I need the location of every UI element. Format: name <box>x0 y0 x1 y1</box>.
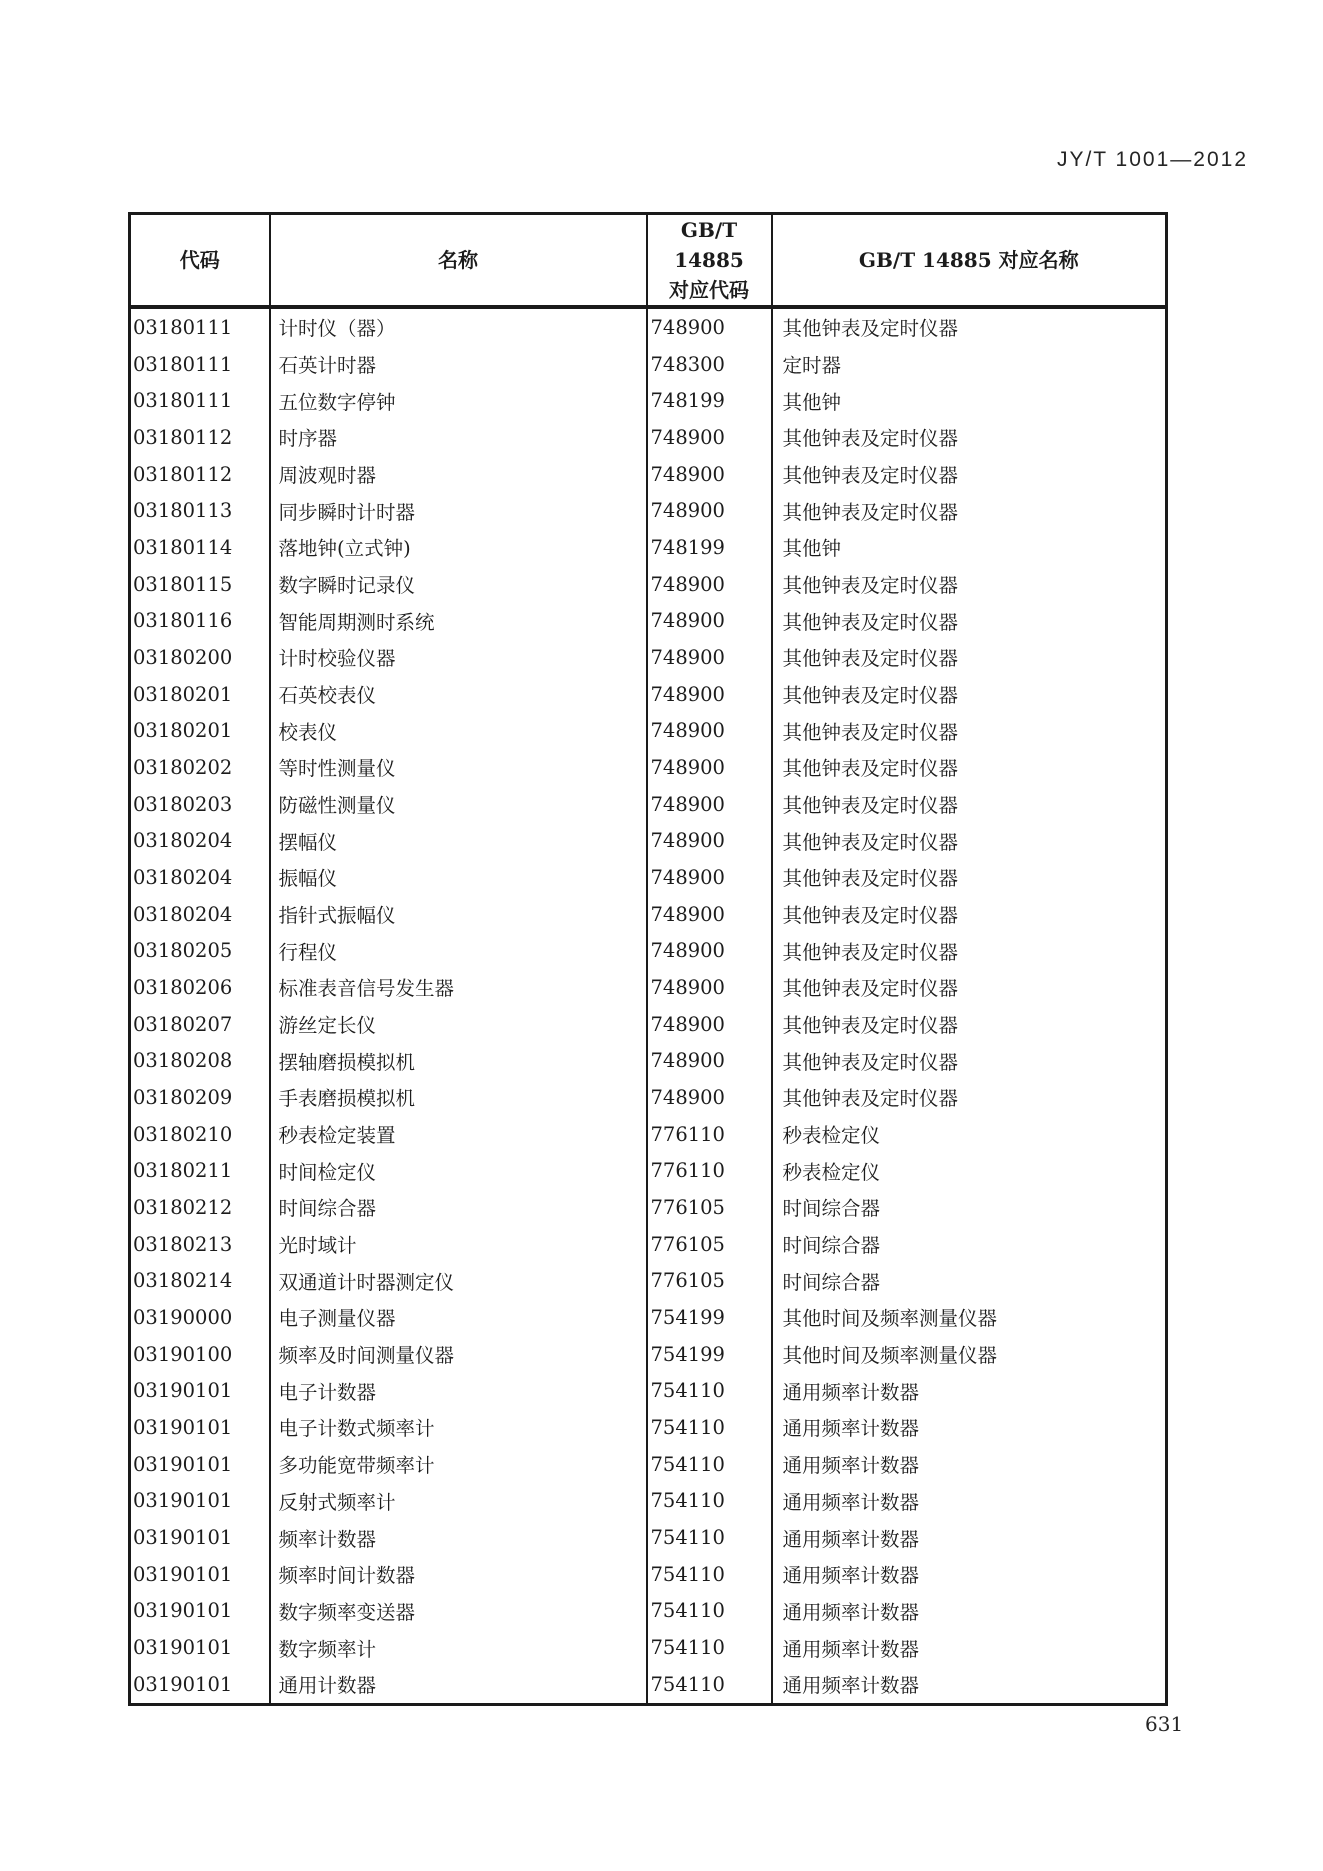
gbt-code-cell: 748900 <box>647 566 772 603</box>
code-cell: 03180212 <box>133 1195 233 1219</box>
gbt-code-cell: 748199 <box>647 382 772 419</box>
table-row <box>130 529 1167 566</box>
name-cell: 光时域计 <box>270 1226 647 1263</box>
code-cell: 03180111 <box>133 389 233 413</box>
name-cell: 等时性测量仪 <box>270 749 647 786</box>
gbt-code-cell: 748900 <box>647 859 772 896</box>
code-cell: 03180205 <box>133 939 233 963</box>
name-cell: 数字频率变送器 <box>270 1593 647 1630</box>
table-row <box>130 307 1167 346</box>
name-cell: 反射式频率计 <box>270 1483 647 1520</box>
gbt-name-cell: 其他钟表及定时仪器 <box>772 307 1167 346</box>
gbt-code-cell: 776105 <box>647 1226 772 1263</box>
code-cell: 03190101 <box>133 1526 233 1549</box>
code-cell: 03190101 <box>133 1599 233 1623</box>
gbt-code-cell: 748199 <box>647 529 772 566</box>
name-cell: 行程仪 <box>270 932 647 969</box>
gbt-name-cell: 时间综合器 <box>772 1262 1167 1299</box>
name-cell: 时间综合器 <box>270 1189 647 1226</box>
name-cell: 数字瞬时记录仪 <box>270 566 647 603</box>
code-cell: 03180116 <box>133 609 233 633</box>
gbt-code-cell: 748900 <box>647 749 772 786</box>
gbt-name-cell: 其他钟表及定时仪器 <box>772 749 1167 786</box>
gbt-name-cell: 通用频率计数器 <box>772 1593 1167 1630</box>
gbt-name-cell: 通用频率计数器 <box>772 1629 1167 1666</box>
gbt-code-cell: 748900 <box>647 1079 772 1116</box>
name-cell: 同步瞬时计时器 <box>270 492 647 529</box>
name-cell: 振幅仪 <box>270 859 647 896</box>
gbt-code-cell: 754110 <box>647 1593 772 1630</box>
header-gbt-name <box>772 214 1167 308</box>
gbt-name-cell: 其他钟表及定时仪器 <box>772 859 1167 896</box>
document-reference: JY/T 1001—2012 <box>1056 148 1248 171</box>
table-row <box>130 492 1167 529</box>
table-body <box>130 307 1167 1704</box>
gbt-name-cell: 其他钟表及定时仪器 <box>772 639 1167 676</box>
gbt-code-cell: 776110 <box>647 1152 772 1189</box>
name-cell: 计时校验仪器 <box>270 639 647 676</box>
gbt-code-cell: 748900 <box>647 1042 772 1079</box>
gbt-code-cell: 754110 <box>647 1483 772 1520</box>
name-cell: 校表仪 <box>270 712 647 749</box>
header-name-label: 名称 <box>438 248 478 272</box>
table-row <box>130 382 1167 419</box>
gbt-name-cell: 其他钟 <box>772 529 1167 566</box>
name-cell: 指针式振幅仪 <box>270 896 647 933</box>
page-number: 631 <box>1145 1712 1184 1736</box>
table-row <box>130 1006 1167 1043</box>
gbt-code-cell: 776110 <box>647 1116 772 1153</box>
code-cell: 03180113 <box>133 499 233 523</box>
gbt-name-cell: 其他钟表及定时仪器 <box>772 896 1167 933</box>
name-cell: 游丝定长仪 <box>270 1006 647 1043</box>
gbt-code-cell: 748300 <box>647 346 772 383</box>
gbt-name-cell: 通用频率计数器 <box>772 1483 1167 1520</box>
code-cell: 03180200 <box>133 645 233 669</box>
table-row <box>130 1116 1167 1153</box>
table-row <box>130 1152 1167 1189</box>
code-cell: 03180204 <box>133 902 233 926</box>
gbt-name-cell: 其他钟表及定时仪器 <box>772 1006 1167 1043</box>
code-cell: 03180115 <box>133 572 233 596</box>
gbt-name-cell: 其他钟表及定时仪器 <box>772 419 1167 456</box>
gbt-name-cell: 通用频率计数器 <box>772 1372 1167 1409</box>
gbt-name-cell: 通用频率计数器 <box>772 1556 1167 1593</box>
gbt-code-cell: 776105 <box>647 1262 772 1299</box>
gbt-name-cell: 其他钟表及定时仪器 <box>772 932 1167 969</box>
name-cell: 双通道计时器测定仪 <box>270 1262 647 1299</box>
gbt-name-cell: 其他钟表及定时仪器 <box>772 456 1167 493</box>
code-cell: 03180111 <box>133 352 233 376</box>
name-cell: 频率时间计数器 <box>270 1556 647 1593</box>
name-cell: 频率计数器 <box>270 1519 647 1556</box>
code-cell: 03180111 <box>133 315 233 339</box>
table-row <box>130 1372 1167 1409</box>
table-row <box>130 1409 1167 1446</box>
gbt-code-cell: 748900 <box>647 639 772 676</box>
name-cell: 石英校表仪 <box>270 676 647 713</box>
gbt-code-cell: 748900 <box>647 712 772 749</box>
gbt-code-cell: 748900 <box>647 896 772 933</box>
code-cell: 03180204 <box>133 865 233 889</box>
code-cell: 03190101 <box>133 1415 233 1439</box>
header-name <box>270 214 647 308</box>
gbt-name-cell: 通用频率计数器 <box>772 1666 1167 1704</box>
gbt-code-cell: 748900 <box>647 602 772 639</box>
table-row <box>130 969 1167 1006</box>
name-cell: 落地钟(立式钟) <box>270 529 647 566</box>
gbt-name-cell: 其他钟表及定时仪器 <box>772 676 1167 713</box>
gbt-code-cell: 754110 <box>647 1629 772 1666</box>
table-row <box>130 822 1167 859</box>
gbt-name-cell: 其他钟表及定时仪器 <box>772 602 1167 639</box>
code-cell: 03180112 <box>133 425 233 449</box>
gbt-code-cell: 754110 <box>647 1372 772 1409</box>
gbt-name-cell: 通用频率计数器 <box>772 1446 1167 1483</box>
table-row <box>130 602 1167 639</box>
gbt-code-cell: 748900 <box>647 1006 772 1043</box>
name-cell: 电子计数式频率计 <box>270 1409 647 1446</box>
table-row <box>130 676 1167 713</box>
table-row <box>130 1593 1167 1630</box>
code-cell: 03190101 <box>133 1452 233 1476</box>
code-cell: 03180208 <box>133 1049 233 1073</box>
header-code <box>130 214 270 308</box>
name-cell: 频率及时间测量仪器 <box>270 1336 647 1373</box>
header-gbt-name-label: GB/T 14885 对应名称 <box>858 248 1079 272</box>
code-cell: 03180214 <box>133 1269 233 1293</box>
header-code-label: 代码 <box>179 248 220 272</box>
name-cell: 智能周期测时系统 <box>270 602 647 639</box>
code-cell: 03180203 <box>133 792 233 816</box>
table-row <box>130 1189 1167 1226</box>
table-row <box>130 1336 1167 1373</box>
header-gbt-code-line1: GB/T 14885 <box>674 218 744 272</box>
table-row <box>130 859 1167 896</box>
table-row <box>130 566 1167 603</box>
gbt-name-cell: 其他钟表及定时仪器 <box>772 712 1167 749</box>
name-cell: 摆轴磨损模拟机 <box>270 1042 647 1079</box>
gbt-code-cell: 754199 <box>647 1336 772 1373</box>
name-cell: 手表磨损模拟机 <box>270 1079 647 1116</box>
table-row <box>130 1556 1167 1593</box>
gbt-code-cell: 748900 <box>647 456 772 493</box>
code-cell: 03180112 <box>133 462 233 486</box>
table-row <box>130 896 1167 933</box>
gbt-name-cell: 其他钟表及定时仪器 <box>772 492 1167 529</box>
gbt-name-cell: 其他钟表及定时仪器 <box>772 786 1167 823</box>
gbt-name-cell: 其他钟表及定时仪器 <box>772 822 1167 859</box>
gbt-code-cell: 754199 <box>647 1299 772 1336</box>
gbt-name-cell: 通用频率计数器 <box>772 1519 1167 1556</box>
gbt-code-cell: 754110 <box>647 1409 772 1446</box>
table-row <box>130 1446 1167 1483</box>
code-cell: 03180202 <box>133 755 233 779</box>
gbt-code-cell: 754110 <box>647 1519 772 1556</box>
gbt-name-cell: 通用频率计数器 <box>772 1409 1167 1446</box>
name-cell: 时间检定仪 <box>270 1152 647 1189</box>
gbt-name-cell: 其他钟表及定时仪器 <box>772 1042 1167 1079</box>
code-cell: 03190101 <box>133 1489 233 1513</box>
header-gbt-code-line2: 对应代码 <box>669 278 749 302</box>
table-row <box>130 1042 1167 1079</box>
table-row <box>130 1629 1167 1666</box>
table-row <box>130 1079 1167 1116</box>
gbt-code-cell: 748900 <box>647 307 772 346</box>
name-cell: 防磁性测量仪 <box>270 786 647 823</box>
name-cell: 石英计时器 <box>270 346 647 383</box>
name-cell: 时序器 <box>270 419 647 456</box>
table-row <box>130 419 1167 456</box>
table-header <box>130 214 1167 308</box>
code-cell: 03180210 <box>133 1122 233 1146</box>
gbt-name-cell: 其他钟表及定时仪器 <box>772 1079 1167 1116</box>
name-cell: 通用计数器 <box>270 1666 647 1704</box>
gbt-code-cell: 748900 <box>647 932 772 969</box>
gbt-code-cell: 776105 <box>647 1189 772 1226</box>
code-cell: 03180206 <box>133 975 233 999</box>
name-cell: 多功能宽带频率计 <box>270 1446 647 1483</box>
code-cell: 03190101 <box>133 1379 233 1403</box>
table-row <box>130 1226 1167 1263</box>
table-row <box>130 1299 1167 1336</box>
table-row <box>130 346 1167 383</box>
code-cell: 03180209 <box>133 1085 233 1109</box>
code-cell: 03190000 <box>133 1305 233 1329</box>
table-row <box>130 1483 1167 1520</box>
gbt-name-cell: 时间综合器 <box>772 1189 1167 1226</box>
name-cell: 电子测量仪器 <box>270 1299 647 1336</box>
name-cell: 摆幅仪 <box>270 822 647 859</box>
gbt-code-cell: 748900 <box>647 786 772 823</box>
table-row <box>130 1262 1167 1299</box>
gbt-code-cell: 754110 <box>647 1556 772 1593</box>
code-cell: 03190101 <box>133 1636 233 1660</box>
code-cell: 03190100 <box>133 1342 233 1366</box>
gbt-name-cell: 其他钟表及定时仪器 <box>772 969 1167 1006</box>
code-cell: 03180201 <box>133 682 233 706</box>
code-cell: 03190101 <box>133 1562 233 1586</box>
code-cell: 03180211 <box>133 1159 233 1183</box>
name-cell: 数字频率计 <box>270 1629 647 1666</box>
gbt-code-cell: 748900 <box>647 676 772 713</box>
table-header-row <box>130 214 1167 308</box>
gbt-code-cell: 748900 <box>647 969 772 1006</box>
header-gbt-code <box>647 214 772 308</box>
code-cell: 03180204 <box>133 829 233 853</box>
name-cell: 秒表检定装置 <box>270 1116 647 1153</box>
name-cell: 周波观时器 <box>270 456 647 493</box>
gbt-code-cell: 754110 <box>647 1666 772 1704</box>
gbt-name-cell: 其他时间及频率测量仪器 <box>772 1299 1167 1336</box>
code-cell: 03190101 <box>133 1672 233 1696</box>
gbt-name-cell: 时间综合器 <box>772 1226 1167 1263</box>
code-cell: 03180207 <box>133 1012 233 1036</box>
name-cell: 电子计数器 <box>270 1372 647 1409</box>
gbt-code-cell: 748900 <box>647 419 772 456</box>
table-row <box>130 749 1167 786</box>
code-cell: 03180201 <box>133 719 233 743</box>
gbt-name-cell: 秒表检定仪 <box>772 1152 1167 1189</box>
table-row <box>130 456 1167 493</box>
gbt-name-cell: 定时器 <box>772 346 1167 383</box>
code-cell: 03180213 <box>133 1232 233 1256</box>
gbt-code-cell: 748900 <box>647 492 772 529</box>
gbt-name-cell: 秒表检定仪 <box>772 1116 1167 1153</box>
gbt-code-cell: 748900 <box>647 822 772 859</box>
table-row <box>130 639 1167 676</box>
table-row <box>130 932 1167 969</box>
name-cell: 标准表音信号发生器 <box>270 969 647 1006</box>
gbt-name-cell: 其他钟 <box>772 382 1167 419</box>
gbt-name-cell: 其他时间及频率测量仪器 <box>772 1336 1167 1373</box>
table-row <box>130 786 1167 823</box>
code-cell: 03180114 <box>133 535 233 559</box>
table-row <box>130 1519 1167 1556</box>
code-mapping-table <box>128 212 1168 1706</box>
name-cell: 计时仪（器） <box>270 307 647 346</box>
name-cell: 五位数字停钟 <box>270 382 647 419</box>
table-row <box>130 1666 1167 1704</box>
table-row <box>130 712 1167 749</box>
gbt-code-cell: 754110 <box>647 1446 772 1483</box>
gbt-name-cell: 其他钟表及定时仪器 <box>772 566 1167 603</box>
